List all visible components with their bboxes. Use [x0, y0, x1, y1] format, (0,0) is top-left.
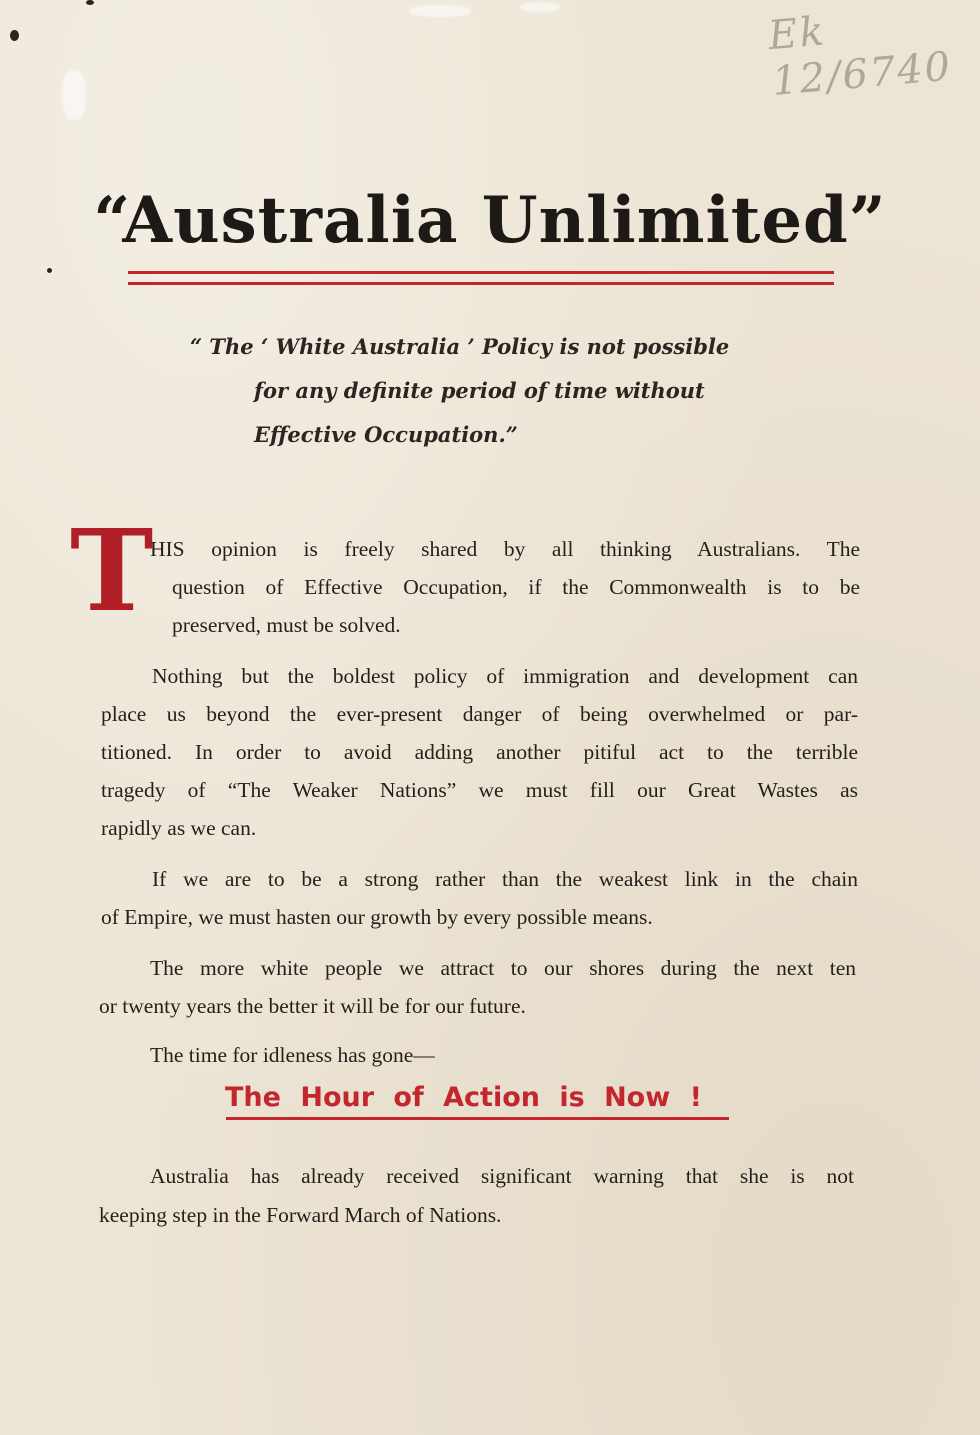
- paragraph-1-line: preserved, must be solved.: [172, 613, 401, 637]
- paragraph-2-line: place us beyond the ever-present danger of being overwhelmed or par-: [101, 702, 858, 726]
- action-heading: The Hour of Action is Now !: [225, 1082, 702, 1113]
- paper-scuff: [520, 2, 560, 12]
- paragraph-6-line: keeping step in the Forward March of Nations.: [99, 1203, 502, 1227]
- ink-speck: [10, 30, 19, 41]
- paragraph-3-line: If we are to be a strong rather than the weakest link in the chain: [152, 867, 858, 891]
- paper-scuff: [410, 5, 470, 17]
- handwritten-annotation: Ek 12/6740: [766, 8, 954, 105]
- quote-line: “ The ‘ White Australia ’ Policy is not possible: [190, 334, 730, 359]
- paragraph-5-line: The time for idleness has gone—: [150, 1043, 435, 1067]
- paragraph-3-line: of Empire, we must hasten our growth by every possible means.: [101, 905, 653, 929]
- paragraph-2-line: titioned. In order to avoid adding another pitiful act to the terrible: [101, 740, 858, 764]
- paragraph-6-line: Australia has already received significant warning that she is not: [150, 1164, 854, 1188]
- paragraph-2-line: rapidly as we can.: [101, 816, 257, 840]
- paragraph-2-line: tragedy of “The Weaker Nations” we must fill our Great Wastes as: [101, 778, 858, 802]
- ink-speck: [86, 0, 94, 5]
- quote-line: for any definite period of time without: [254, 378, 705, 403]
- paragraph-2-line: Nothing but the boldest policy of immigration and development can: [152, 664, 858, 688]
- document-title: “Australia Unlimited”: [93, 183, 887, 258]
- paragraph-1-line: question of Effective Occupation, if the Commonwealth is to be: [172, 575, 860, 599]
- ink-speck: [47, 268, 52, 273]
- paragraph-1-line: HIS opinion is freely shared by all thinking Australians. The: [150, 537, 860, 561]
- action-heading-underline: [226, 1117, 729, 1120]
- drop-capital: T: [70, 506, 154, 637]
- paragraph-4-line: The more white people we attract to our shores during the next ten: [150, 956, 856, 980]
- quote-line: Effective Occupation.”: [254, 422, 518, 447]
- title-rule-top: [128, 271, 834, 274]
- paper-scuff: [62, 70, 86, 120]
- paragraph-4-line: or twenty years the better it will be for our future.: [99, 994, 526, 1018]
- title-rule-bottom: [128, 282, 834, 285]
